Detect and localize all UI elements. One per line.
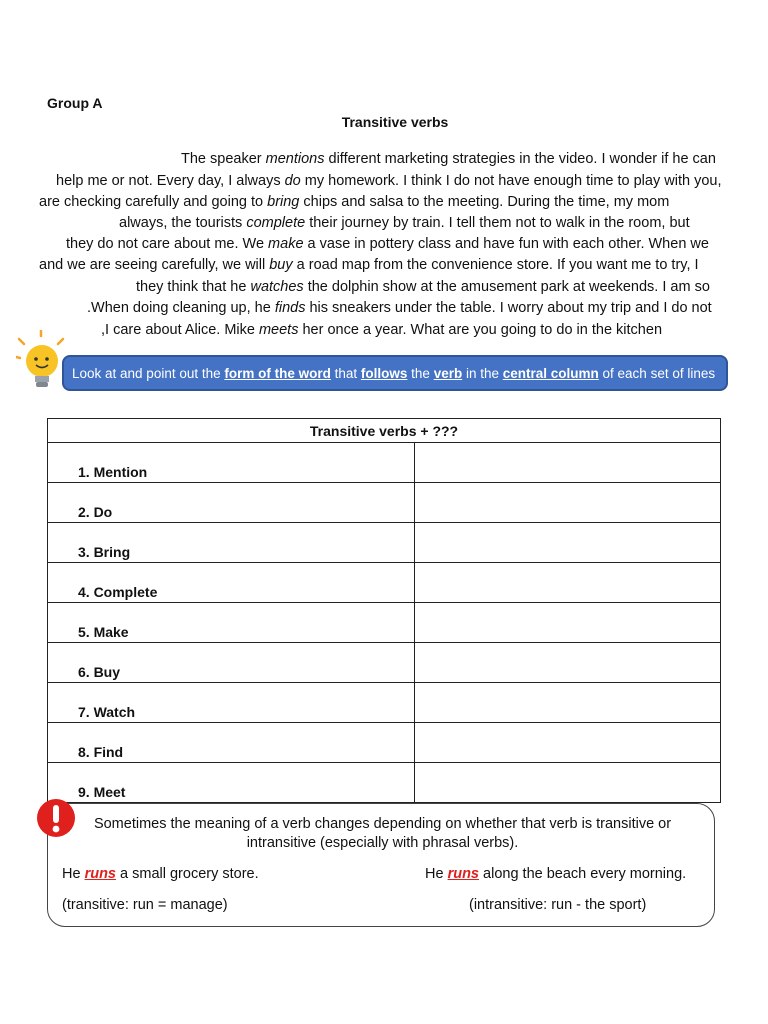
verb-cell: 6. Buy bbox=[48, 643, 415, 683]
answer-cell[interactable] bbox=[415, 523, 721, 563]
verb-highlight: complete bbox=[246, 215, 306, 231]
paragraph-line bbox=[87, 299, 712, 317]
example-transitive bbox=[62, 866, 259, 882]
paragraph-line bbox=[66, 235, 709, 253]
table-row bbox=[48, 723, 721, 763]
verb-highlight: watches bbox=[250, 279, 304, 295]
paragraph-text: and we are seeing carefully, we will bbox=[39, 257, 270, 273]
verb-cell: 1. Mention bbox=[48, 443, 415, 483]
instruction-text: of each set of lines bbox=[598, 365, 716, 381]
answer-cell[interactable] bbox=[415, 603, 721, 643]
paragraph-text: his sneakers under the table. I worry about my trip and I do not bbox=[305, 300, 712, 316]
paragraph-text: they do not care about me. We bbox=[66, 236, 269, 252]
gloss-transitive: (transitive: run = manage) bbox=[62, 897, 228, 913]
paragraph-text: a vase in pottery class and have fun with each other. When we bbox=[303, 236, 709, 252]
instruction-text: Look at and point out the bbox=[72, 365, 225, 381]
paragraph-line bbox=[56, 172, 721, 190]
instruction-text: in the bbox=[462, 365, 503, 381]
table-row bbox=[48, 523, 721, 563]
group-label: Group A bbox=[47, 95, 103, 111]
paragraph-text: help me or not. Every day, I always bbox=[56, 173, 285, 189]
example-verb: runs bbox=[84, 866, 116, 882]
paragraph-text: a road map from the convenience store. If you want me to try, I bbox=[292, 257, 699, 273]
table-row bbox=[48, 603, 721, 643]
paragraph-text: chips and salsa to the meeting. During the time, my mom bbox=[299, 194, 670, 210]
answer-cell[interactable] bbox=[415, 443, 721, 483]
answer-cell[interactable] bbox=[415, 563, 721, 603]
verb-highlight: do bbox=[284, 173, 301, 189]
instruction-keyword: verb bbox=[433, 365, 463, 381]
example-intransitive bbox=[425, 866, 686, 882]
verb-cell: 4. Complete bbox=[48, 563, 415, 603]
answer-cell[interactable] bbox=[415, 483, 721, 523]
answer-cell[interactable] bbox=[415, 643, 721, 683]
table-row bbox=[48, 683, 721, 723]
paragraph-line bbox=[39, 256, 699, 274]
paragraph-line bbox=[181, 150, 716, 168]
verb-highlight: buy bbox=[269, 257, 293, 273]
paragraph-text: her once a year. What are you going to do in the kitchen bbox=[298, 322, 663, 338]
instruction-callout bbox=[62, 355, 728, 391]
note-text: Sometimes the meaning of a verb changes depending on whether that verb is transitive or intransitive (especially with phrasal verbs). bbox=[93, 816, 672, 851]
table-row bbox=[48, 483, 721, 523]
verb-cell: 9. Meet bbox=[48, 763, 415, 803]
answer-cell[interactable] bbox=[415, 683, 721, 723]
example-post: along the beach every morning. bbox=[479, 866, 687, 882]
paragraph-text: .When doing cleaning up, he bbox=[87, 300, 275, 316]
table-header: Transitive verbs + ??? bbox=[48, 419, 721, 443]
instruction-keyword: central column bbox=[502, 365, 599, 381]
table-row bbox=[48, 763, 721, 803]
verb-cell: 7. Watch bbox=[48, 683, 415, 723]
paragraph-text: always, the tourists bbox=[119, 215, 247, 231]
verb-cell: 5. Make bbox=[48, 603, 415, 643]
example-verb: runs bbox=[447, 866, 479, 882]
example-post: a small grocery store. bbox=[116, 866, 259, 882]
verb-highlight: bring bbox=[267, 194, 300, 210]
paragraph-line bbox=[101, 321, 662, 339]
paragraph-line bbox=[136, 278, 710, 296]
instruction-keyword: form of the word bbox=[224, 365, 331, 381]
instruction-text: the bbox=[407, 365, 434, 381]
table-row bbox=[48, 643, 721, 683]
example-pre: He bbox=[62, 866, 85, 882]
paragraph-line bbox=[39, 193, 669, 211]
verb-highlight: make bbox=[268, 236, 304, 252]
paragraph-text: The speaker bbox=[181, 151, 266, 167]
paragraph-text: are checking carefully and going to bbox=[39, 194, 268, 210]
verb-cell: 3. Bring bbox=[48, 523, 415, 563]
verbs-table bbox=[47, 418, 721, 803]
table-row bbox=[48, 563, 721, 603]
page-title: Transitive verbs bbox=[341, 114, 449, 130]
gloss-intransitive: (intransitive: run - the sport) bbox=[469, 897, 647, 913]
paragraph-text: ,I care about Alice. Mike bbox=[101, 322, 259, 338]
paragraph-text: the dolphin show at the amusement park at weekends. I am so bbox=[303, 279, 710, 295]
answer-cell[interactable] bbox=[415, 723, 721, 763]
verb-highlight: mentions bbox=[265, 151, 325, 167]
verb-cell: 8. Find bbox=[48, 723, 415, 763]
table-row bbox=[48, 443, 721, 483]
instruction-text: that bbox=[330, 365, 361, 381]
verb-cell: 2. Do bbox=[48, 483, 415, 523]
answer-cell[interactable] bbox=[415, 763, 721, 803]
paragraph-text: they think that he bbox=[136, 279, 251, 295]
paragraph-text: different marketing strategies in the video. I wonder if he can bbox=[324, 151, 716, 167]
paragraph-text: their journey by train. I tell them not to walk in the room, but bbox=[305, 215, 690, 231]
paragraph-line bbox=[119, 214, 690, 232]
instruction-keyword: follows bbox=[360, 365, 408, 381]
verb-highlight: finds bbox=[274, 300, 306, 316]
example-pre: He bbox=[425, 866, 448, 882]
verb-highlight: meets bbox=[258, 322, 299, 338]
paragraph-text: my homework. I think I do not have enough time to play with you, bbox=[300, 173, 722, 189]
